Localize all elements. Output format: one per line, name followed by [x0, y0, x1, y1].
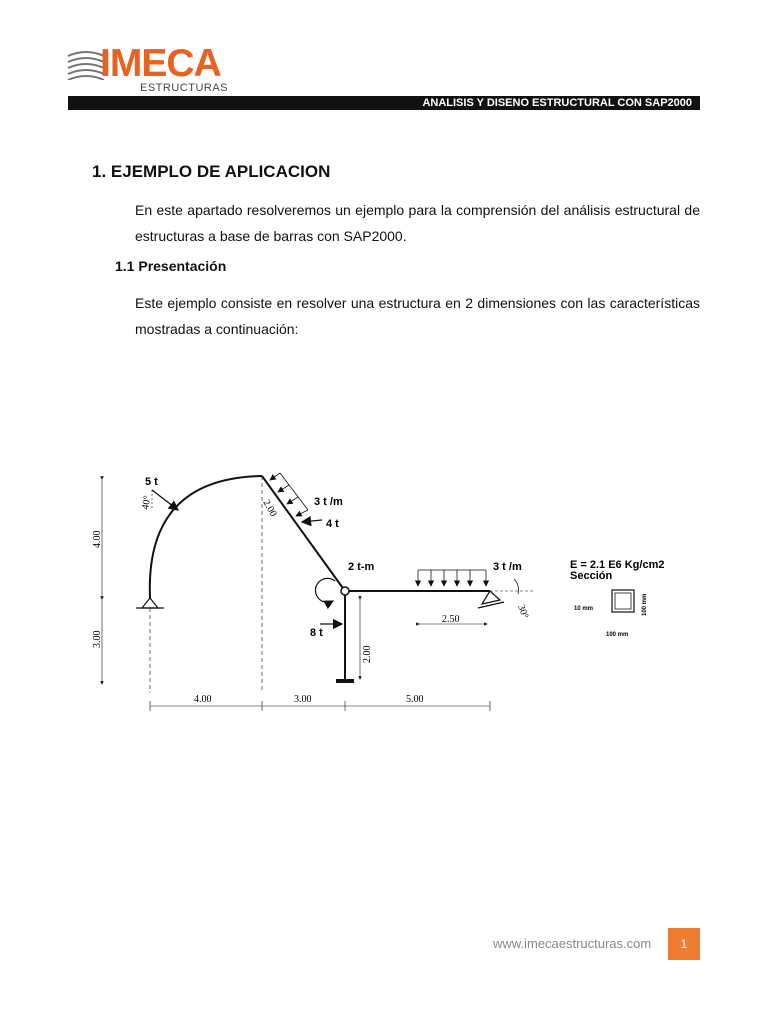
bottom-1-label: 4.00 [194, 694, 212, 705]
page-number: 1 [668, 928, 700, 960]
left-lower-label: 3.00 [92, 630, 103, 648]
moment-label: 2 t-m [348, 561, 375, 573]
company-logo [66, 44, 236, 96]
left-upper-label: 4.00 [92, 530, 103, 548]
diagonal-distributed-load [270, 473, 343, 516]
beam-distributed-load [418, 561, 522, 586]
height-label: 100 mm [642, 593, 648, 616]
bottom-3-label: 5.00 [406, 694, 424, 705]
section-title: 1. EJEMPLO DE APLICACION [92, 162, 331, 181]
diag-length-label: 2.00 [260, 498, 279, 519]
beam-distributed-label: 3 t /m [493, 561, 522, 573]
logo-wordmark: IMECA [100, 42, 221, 85]
arc-load-label: 5 t [145, 476, 158, 488]
bottom-2-label: 3.00 [294, 694, 312, 705]
diagonal-point-load [302, 518, 339, 530]
hinge-node [341, 587, 349, 595]
horizontal-load-label: 8 t [310, 627, 323, 639]
logo-subtitle: ESTRUCTURAS [140, 82, 229, 94]
thickness-label: 10 mm [574, 606, 594, 612]
left-dimensions [92, 478, 103, 683]
column-dimension [360, 598, 373, 678]
width-label: 100 mm [606, 632, 629, 638]
horizontal-point-load [310, 624, 342, 639]
diagonal-member [262, 476, 345, 591]
beam-sub-dimension [418, 614, 486, 625]
roller-support [478, 579, 535, 620]
beam-sub-label: 2.50 [442, 614, 460, 625]
header-bar: ANALISIS Y DISENO ESTRUCTURAL CON SAP2000 [68, 96, 700, 110]
subsection-paragraph: Este ejemplo consiste en resolver una estructura en 2 dimensiones con las características mostradas a continuación: [135, 295, 700, 337]
diag-distributed-label: 3 t /m [314, 496, 343, 508]
column-height-label: 2.00 [362, 645, 373, 663]
material-section [570, 559, 664, 638]
section-label: Sección [570, 570, 613, 582]
fixed-support [336, 679, 354, 683]
structure-diagram [90, 448, 700, 713]
subsection-title: 1.1 Presentación [115, 258, 227, 274]
left-pin-support [136, 598, 164, 608]
arc-angle-label: 40° [140, 494, 154, 511]
footer-url[interactable]: www.imecaestructuras.com [493, 936, 652, 951]
diag-point-label: 4 t [326, 518, 339, 530]
bottom-dimensions [150, 694, 490, 711]
arc-member [150, 476, 262, 598]
intro-paragraph: En este apartado resolveremos un ejemplo para la comprensión del análisis estructural de estructuras a base de barras con SAP2000. [135, 202, 700, 244]
support-angle-label: 30° [515, 603, 531, 621]
arc-point-load [140, 476, 178, 511]
modulus-label: E = 2.1 E6 Kg/cm2 [570, 559, 665, 571]
